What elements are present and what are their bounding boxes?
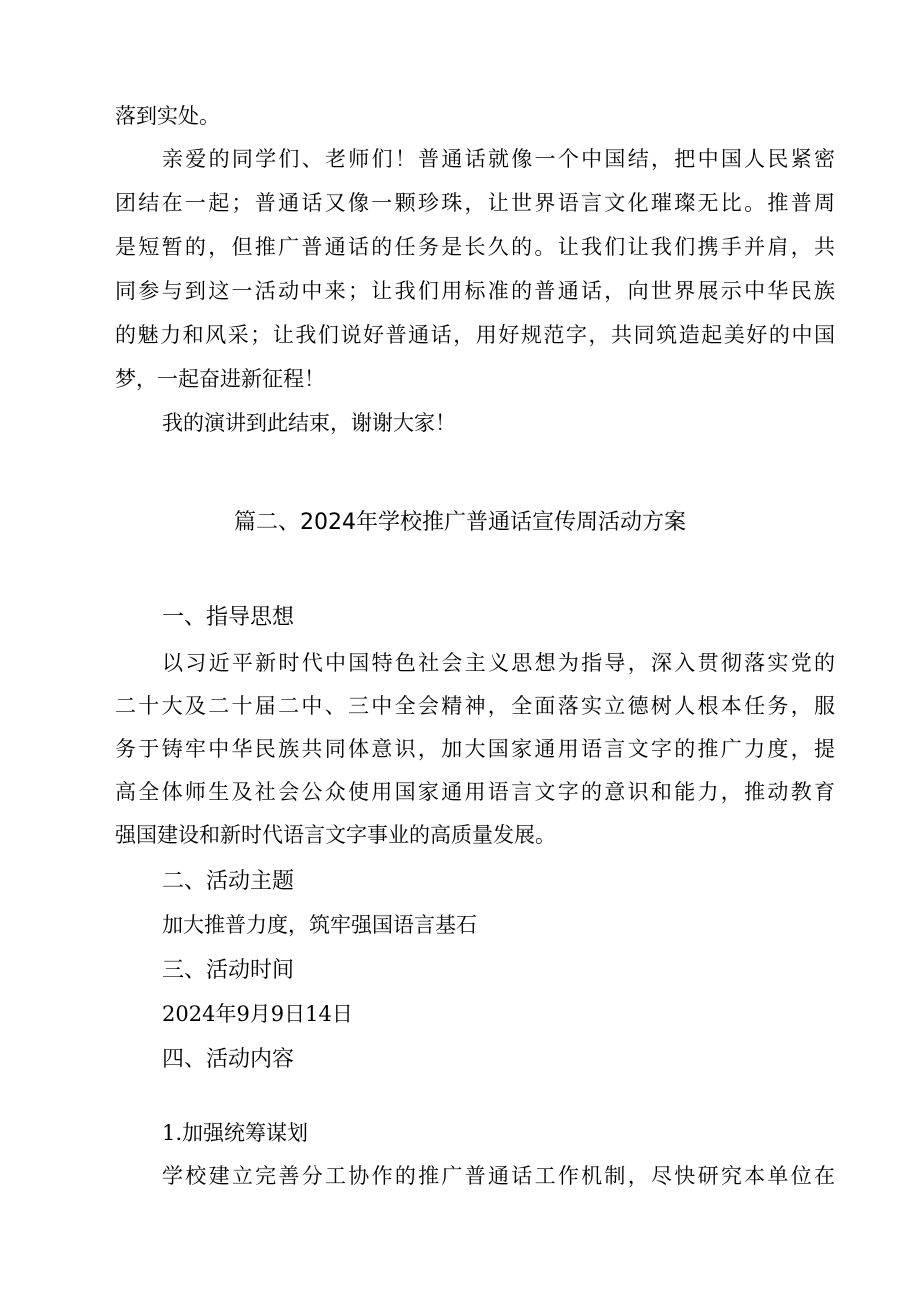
paragraph-line: 学校建立完善分工协作的推广普通话工作机制，尽快研究本单位在 xyxy=(162,1164,835,1188)
heading-theme: 二、活动主题 xyxy=(162,869,295,894)
time-text: 2024年9月9日14日 xyxy=(162,1002,353,1026)
paragraph-line: 团结在一起；普通话又像一颗珍珠，让世界语言文化璀璨无比。推普周 xyxy=(115,191,835,215)
paragraph-line: 务于铸牢中华民族共同体意识，加大国家通用语言文字的推广力度，提 xyxy=(115,737,835,761)
theme-text: 加大推普力度，筑牢强国语言基石 xyxy=(162,913,477,937)
paragraph-line: 二十大及二十届二中、三中全会精神，全面落实立德树人根本任务，服 xyxy=(115,694,835,718)
section-title: 篇二、2024年学校推广普通话宣传周活动方案 xyxy=(234,510,686,535)
heading-time: 三、活动时间 xyxy=(162,958,295,983)
paragraph-line: 梦，一起奋进新征程！ xyxy=(115,367,325,391)
paragraph-line: 以习近平新时代中国特色社会主义思想为指导，深入贯彻落实党的 xyxy=(162,651,835,675)
paragraph-line: 落到实处。 xyxy=(115,104,220,128)
paragraph-line: 亲爱的同学们、老师们！普通话就像一个中国结，把中国人民紧密 xyxy=(162,147,835,171)
paragraph-line: 的魅力和风采；让我们说好普通话，用好规范字，共同筑造起美好的中国 xyxy=(115,323,835,347)
paragraph-line: 强国建设和新时代语言文字事业的高质量发展。 xyxy=(115,823,556,847)
heading-content: 四、活动内容 xyxy=(162,1047,295,1072)
paragraph-line: 同参与到这一活动中来；让我们用标准的普通话，向世界展示中华民族 xyxy=(115,279,835,303)
paragraph-line: 是短暂的，但推广普通话的任务是长久的。让我们让我们携手并肩，共 xyxy=(115,235,835,259)
heading-guiding-thought: 一、指导思想 xyxy=(162,605,295,630)
list-item-heading: 1.加强统筹谋划 xyxy=(162,1121,309,1145)
paragraph-line: 高全体师生及社会公众使用国家通用语言文字的意识和能力，推动教育 xyxy=(115,780,835,804)
closing-line: 我的演讲到此结束，谢谢大家！ xyxy=(162,411,456,435)
